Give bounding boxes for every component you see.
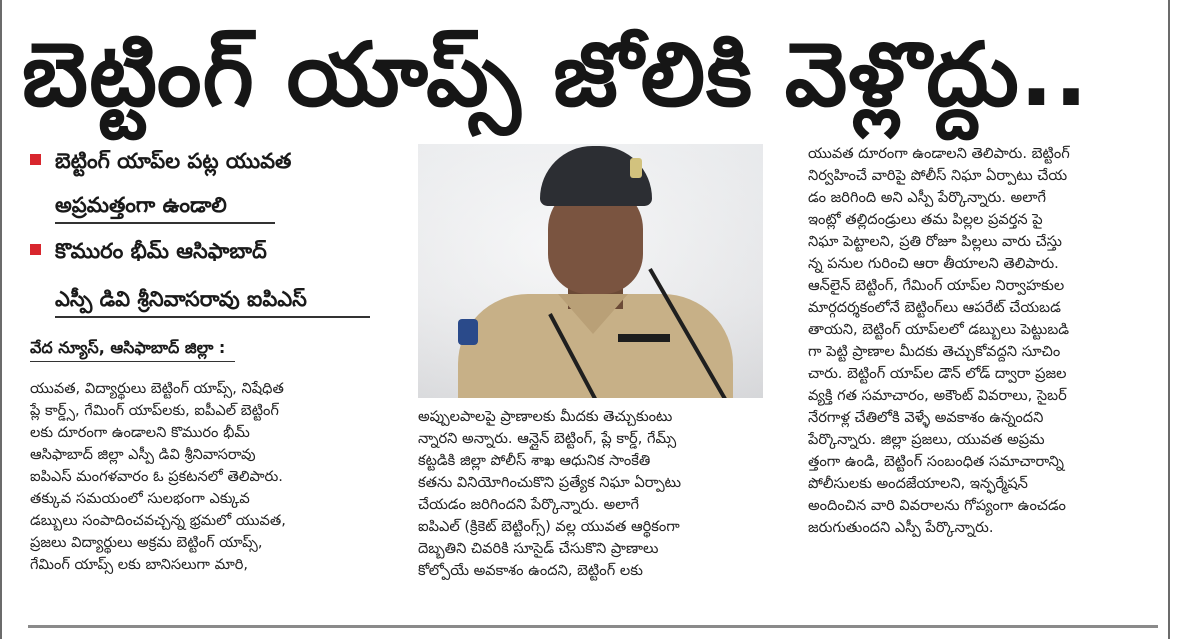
article-column-right [808,143,1156,539]
article-line: ప్రజలు విద్యార్థులు అక్రమ బెట్టింగ్ యాప్స్, [30,534,263,551]
article-line: కోల్పోయే అవకాశం ఉందని, బెట్టింగ్ లకు [418,562,643,579]
article-line: పోలీసులకు అందజేయాలని, ఇన్ఫర్మేషన్ [808,475,1028,492]
page-border-right [1168,0,1170,639]
article-line: డం జరిగింది అని ఎస్పీ పేర్కొన్నారు. అలాగే [808,189,1046,206]
article-line: నిర్వహించే వారిపై పోలీస్ నిఘా ఏర్పాటు చేయ [808,167,1068,184]
article-line: న్న పనుల గురించి ఆరా తీయాలని తెలిపారు. [808,255,1059,272]
article-line: నేరగాళ్ల చేతిలోకి వెళ్ళే అవకాశం ఉన్నందని [808,409,1044,426]
article-line: వ్యక్తి గత సమాచారం, అకౌంట్ వివరాలు, సైబర్ [808,387,1067,404]
footer-rule [28,625,1158,628]
article-line: ఆసిఫాబాద్ జిల్లా ఎస్పీ డివి శ్రీనివాసరావు [30,446,256,463]
article-line: డబ్బులు సంపాదించవచ్చన్న భ్రమలో యువత, [30,512,286,529]
article-line: చారు. బెట్టింగ్ యాప్‌ల డౌన్ లోడ్ ద్వారా ప్రజల [808,365,1067,382]
shoulder-badge-icon [458,319,478,345]
article-line: తాయని, బెట్టింగ్ యాప్‌లలో డబ్బులు పెట్టుబడి [808,321,1070,338]
article-line: అందించిన వారి వివరాలను గోప్యంగా ఉంచడం [808,497,1066,514]
article-line: కట్టడికి జిల్లా పోలీస్ శాఖ ఆధునిక సాంకేతి [418,452,651,469]
dateline: వేద న్యూస్, ఆసిఫాబాద్ జిల్లా : [30,338,226,357]
article-line: ఇంట్లో తల్లిదండ్రులు తమ పిల్లల ప్రవర్తన పై [808,211,1043,228]
article-line: త్తంగా ఉండి, బెట్టింగ్ సంబంధిత సమాచారాన్ని [808,453,1064,470]
highlight-2 [30,234,267,268]
article-line: యువత, విద్యార్థులు బెట్టింగ్ యాప్స్, నిషేధిత [30,380,284,397]
page-border-left [0,0,2,639]
article-line: నిఘా పెట్టాలని, ప్రతి రోజూ పిల్లలు వారు చేస్తు [808,233,1062,250]
article-line: న్నారని అన్నారు. ఆన్లైన్ బెట్టింగ్, ప్లే కార్డ్, గేమ్స్ [418,430,677,447]
cap-badge-icon [630,158,642,178]
headline: బెట్టింగ్ యాప్స్ జోలికి వెళ్లొద్దు.. [22,23,1089,126]
article-line: గా పెట్టి ప్రాణాల మీదకు తెచ్చుకోవద్దని సూచిం [808,343,1061,360]
highlight-1-line1: బెట్టింగ్ యాప్‌ల పట్ల యువత [55,149,292,173]
article-line: లకు దూరంగా ఉండాలని కొమురం భీమ్ [30,424,250,441]
article-line: ఐపిఎల్ (క్రికెట్ బెట్టింగ్స్) వల్ల యువత ఆర్థికంగా [418,518,680,535]
name-tag-icon [618,334,670,342]
article-line: జరుగుతుందని ఎస్పీ పేర్కొన్నారు. [808,519,994,536]
article-line: ఆన్‌లైన్ బెట్టింగ్, గేమింగ్ యాప్‌ల నిర్వాహకుల [808,277,1065,294]
bullet-icon [30,244,41,255]
highlight-2-line1: కొమురం భీమ్ ఆసిఫాబాద్ [55,239,267,263]
bullet-icon [30,154,41,165]
highlight-2-subline: ఎస్పీ డివి శ్రీనివాసరావు ఐపిఎస్ [55,287,307,311]
police-officer-photo [418,144,763,398]
article-line: అప్పులపాలపై ప్రాణాలకు మీదకు తెచ్చుకుంటు [418,408,673,425]
article-column-left [30,378,372,576]
article-line: ప్లే కార్డ్స్, గేమింగ్ యాప్‌లకు, ఐపీఎల్ బెట్టింగ్ [30,402,279,419]
article-line: పేర్కొన్నారు. జిల్లా ప్రజలు, యువత అప్రమ [808,431,1045,448]
article-column-middle [418,406,763,582]
article-line: యువత దూరంగా ఉండాలని తెలిపారు. బెట్టింగ్ [808,145,1070,162]
article-line: తక్కువ సమయంలో సులభంగా ఎక్కువ [30,490,250,507]
highlight-1-subline: అప్రమత్తంగా ఉండాలి [55,193,227,217]
article-line: కతను వినియోగించుకొని ప్రత్యేక నిఘా ఏర్పాటు [418,474,682,491]
article-line: ఐపిఎస్ మంగళవారం ఓ ప్రకటనలో తెలిపారు. [30,468,283,485]
dateline-underline [30,361,235,362]
article-line: చేయడం జరిగిందని పేర్కొన్నారు. అలాగే [418,496,639,513]
highlight-1-underline [55,222,275,224]
article-line: దెబ్బతిని చివరికి సూసైడ్ చేసుకొని ప్రాణాలు [418,540,659,557]
article-line: గేమింగ్ యాప్స్ లకు బానిసలుగా మారి, [30,556,249,573]
highlight-2-underline [55,316,370,318]
highlight-1 [30,144,291,178]
article-line: మార్గదర్శకంలోనే బెట్టింగ్‌లు ఆపరేట్ చేయబడ [808,299,1061,316]
